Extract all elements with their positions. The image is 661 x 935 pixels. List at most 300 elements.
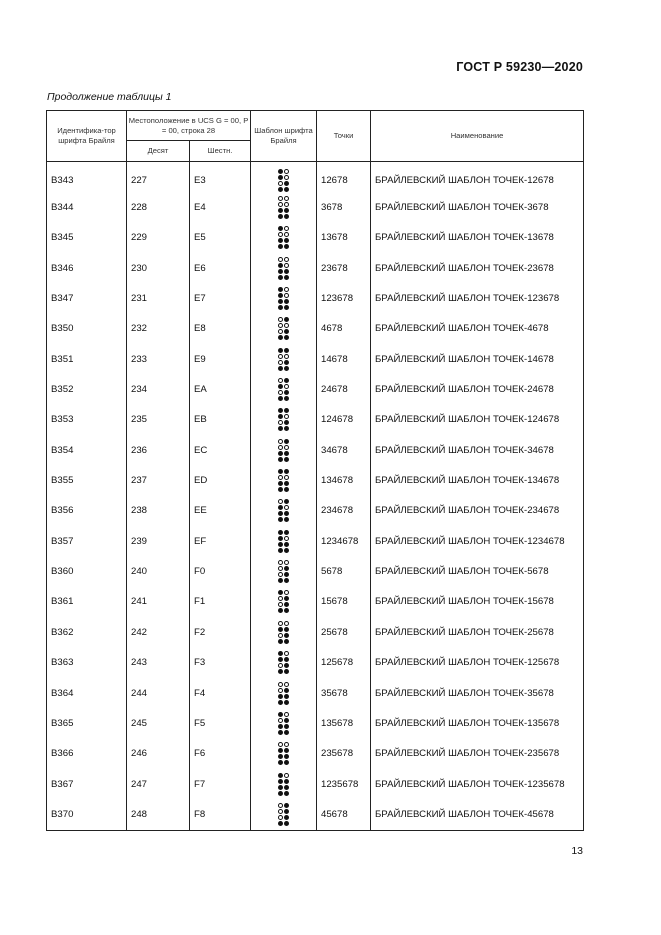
cell-dec: 235 [127, 405, 190, 435]
braille-pattern-icon [251, 648, 317, 678]
braille-pattern-icon [251, 374, 317, 404]
table-row [47, 253, 584, 283]
braille-dot [284, 602, 289, 607]
braille-dot [278, 323, 283, 328]
braille-pattern-icon [251, 708, 317, 738]
cell-name: БРАЙЛЕВСКИЙ ШАБЛОН ТОЧЕК-123678 [371, 283, 584, 313]
braille-pattern-icon [251, 617, 317, 647]
cell-hex: F0 [190, 556, 251, 586]
braille-dot [284, 694, 289, 699]
braille-dot [278, 238, 283, 243]
braille-dot [278, 688, 283, 693]
table-row [47, 769, 584, 799]
cell-dots: 45678 [317, 799, 371, 830]
cell-dots: 1235678 [317, 769, 371, 799]
braille-dot [278, 244, 283, 249]
cell-name: БРАЙЛЕВСКИЙ ШАБЛОН ТОЧЕК-24678 [371, 374, 584, 404]
braille-dot [284, 809, 289, 814]
braille-dot [284, 505, 289, 510]
cell-id: B367 [47, 769, 127, 799]
braille-dot [284, 187, 289, 192]
braille-pattern-icon [251, 799, 317, 830]
braille-dot [278, 712, 283, 717]
cell-name: БРАЙЛЕВСКИЙ ШАБЛОН ТОЧЕК-125678 [371, 648, 584, 678]
cell-hex: EB [190, 405, 251, 435]
cell-dots: 1234678 [317, 526, 371, 556]
braille-dot [278, 815, 283, 820]
cell-id: B355 [47, 465, 127, 495]
braille-pattern-icon [251, 587, 317, 617]
braille-dot [284, 760, 289, 765]
table-header [47, 111, 584, 162]
braille-pattern-icon [251, 405, 317, 435]
cell-dec: 230 [127, 253, 190, 283]
braille-dot [278, 335, 283, 340]
braille-dot [278, 445, 283, 450]
braille-dot [284, 257, 289, 262]
braille-dot [284, 669, 289, 674]
braille-dot [284, 232, 289, 237]
cell-dec: 243 [127, 648, 190, 678]
braille-dot [284, 536, 289, 541]
braille-pattern-icon [251, 769, 317, 799]
table-row [47, 344, 584, 374]
braille-dot [284, 348, 289, 353]
braille-dot [284, 511, 289, 516]
braille-dot [278, 475, 283, 480]
braille-dot [278, 196, 283, 201]
cell-id: B357 [47, 526, 127, 556]
braille-pattern-icon [251, 314, 317, 344]
braille-dot [278, 505, 283, 510]
braille-dot [278, 354, 283, 359]
braille-dot [284, 475, 289, 480]
braille-pattern-icon [251, 739, 317, 769]
table-row [47, 648, 584, 678]
braille-dot [278, 396, 283, 401]
braille-dot [284, 542, 289, 547]
cell-dots: 12678 [317, 162, 371, 193]
braille-dot [278, 187, 283, 192]
braille-dot [278, 414, 283, 419]
cell-id: B347 [47, 283, 127, 313]
braille-dot [278, 633, 283, 638]
braille-dot [278, 263, 283, 268]
braille-dot [284, 748, 289, 753]
braille-dot [284, 390, 289, 395]
cell-dec: 240 [127, 556, 190, 586]
cell-hex: E3 [190, 162, 251, 193]
braille-dot [284, 639, 289, 644]
cell-dots: 13678 [317, 223, 371, 253]
table-row [47, 223, 584, 253]
braille-dot [284, 773, 289, 778]
braille-dot [284, 214, 289, 219]
braille-dot [278, 536, 283, 541]
braille-dot [278, 420, 283, 425]
cell-dec: 231 [127, 283, 190, 313]
cell-dots: 234678 [317, 496, 371, 526]
braille-dot [278, 499, 283, 504]
braille-dot [284, 815, 289, 820]
braille-pattern-icon [251, 465, 317, 495]
braille-dot [284, 408, 289, 413]
braille-dot [284, 299, 289, 304]
cell-name: БРАЙЛЕВСКИЙ ШАБЛОН ТОЧЕК-12678 [371, 162, 584, 193]
braille-dot [284, 590, 289, 595]
page-number: 13 [571, 845, 583, 857]
braille-pattern-icon [251, 496, 317, 526]
header-id: Идентифика-тор шрифта Брайля [47, 111, 127, 162]
cell-hex: F4 [190, 678, 251, 708]
braille-dot [278, 287, 283, 292]
braille-dot [284, 354, 289, 359]
braille-pattern-icon [251, 435, 317, 465]
cell-id: B363 [47, 648, 127, 678]
table-row [47, 526, 584, 556]
header-location: Местоположение в UCS G = 00, P = 00, строка 28 [127, 111, 251, 141]
cell-dots: 15678 [317, 587, 371, 617]
cell-dec: 248 [127, 799, 190, 830]
braille-dot [278, 348, 283, 353]
braille-dot [278, 481, 283, 486]
braille-dot [278, 408, 283, 413]
cell-dec: 227 [127, 162, 190, 193]
braille-dot [278, 590, 283, 595]
cell-name: БРАЙЛЕВСКИЙ ШАБЛОН ТОЧЕК-34678 [371, 435, 584, 465]
braille-dot [284, 548, 289, 553]
braille-pattern-icon [251, 283, 317, 313]
cell-name: БРАЙЛЕВСКИЙ ШАБЛОН ТОЧЕК-235678 [371, 739, 584, 769]
header-hex: Шестн. [190, 141, 251, 162]
braille-dot [284, 596, 289, 601]
braille-dot [278, 596, 283, 601]
table-row [47, 799, 584, 830]
cell-dots: 5678 [317, 556, 371, 586]
cell-id: B344 [47, 192, 127, 222]
cell-id: B356 [47, 496, 127, 526]
braille-dot [284, 420, 289, 425]
table-row [47, 374, 584, 404]
braille-dot [278, 602, 283, 607]
braille-dot [278, 390, 283, 395]
braille-dot [284, 803, 289, 808]
braille-dot [284, 396, 289, 401]
cell-dots: 23678 [317, 253, 371, 283]
braille-dot [284, 688, 289, 693]
braille-dot [284, 608, 289, 613]
cell-name: БРАЙЛЕВСКИЙ ШАБЛОН ТОЧЕК-4678 [371, 314, 584, 344]
braille-dot [284, 169, 289, 174]
braille-dot [284, 530, 289, 535]
braille-dot [284, 718, 289, 723]
header-dots: Точки [317, 111, 371, 162]
braille-pattern-icon [251, 253, 317, 283]
braille-dot [284, 244, 289, 249]
cell-dec: 242 [127, 617, 190, 647]
table-row [47, 739, 584, 769]
cell-dec: 236 [127, 435, 190, 465]
braille-dot [278, 803, 283, 808]
braille-dot [284, 238, 289, 243]
cell-dec: 233 [127, 344, 190, 374]
braille-dot [278, 718, 283, 723]
cell-name: БРАЙЛЕВСКИЙ ШАБЛОН ТОЧЕК-13678 [371, 223, 584, 253]
cell-hex: EA [190, 374, 251, 404]
braille-dot [284, 181, 289, 186]
braille-dot [278, 821, 283, 826]
braille-dot [278, 317, 283, 322]
braille-dot [278, 578, 283, 583]
braille-dot [284, 663, 289, 668]
braille-dot [278, 809, 283, 814]
cell-name: БРАЙЛЕВСКИЙ ШАБЛОН ТОЧЕК-15678 [371, 587, 584, 617]
cell-id: B350 [47, 314, 127, 344]
table-row [47, 192, 584, 222]
braille-dot [278, 657, 283, 662]
braille-dot [278, 682, 283, 687]
braille-dot [278, 214, 283, 219]
braille-dot [278, 208, 283, 213]
cell-dots: 124678 [317, 405, 371, 435]
braille-dot [278, 773, 283, 778]
cell-dec: 241 [127, 587, 190, 617]
braille-dot [284, 779, 289, 784]
braille-dot [278, 627, 283, 632]
braille-dot [278, 299, 283, 304]
cell-id: B361 [47, 587, 127, 617]
braille-dot [284, 517, 289, 522]
braille-dot [284, 445, 289, 450]
cell-id: B360 [47, 556, 127, 586]
braille-dot [278, 639, 283, 644]
braille-dot [284, 712, 289, 717]
braille-dot [284, 791, 289, 796]
cell-name: БРАЙЛЕВСКИЙ ШАБЛОН ТОЧЕК-25678 [371, 617, 584, 647]
braille-dot [284, 384, 289, 389]
braille-dot [284, 323, 289, 328]
cell-dots: 125678 [317, 648, 371, 678]
cell-dec: 237 [127, 465, 190, 495]
cell-dots: 134678 [317, 465, 371, 495]
braille-dot [278, 305, 283, 310]
braille-dot [284, 621, 289, 626]
braille-pattern-icon [251, 223, 317, 253]
braille-dot [278, 651, 283, 656]
cell-dec: 247 [127, 769, 190, 799]
braille-pattern-icon [251, 344, 317, 374]
braille-dot [284, 785, 289, 790]
braille-dot [284, 700, 289, 705]
braille-dot [284, 487, 289, 492]
braille-dot [284, 742, 289, 747]
cell-id: B365 [47, 708, 127, 738]
cell-dec: 228 [127, 192, 190, 222]
braille-dot [284, 560, 289, 565]
braille-dot [278, 548, 283, 553]
cell-hex: ED [190, 465, 251, 495]
cell-name: БРАЙЛЕВСКИЙ ШАБЛОН ТОЧЕК-45678 [371, 799, 584, 830]
braille-dot [278, 275, 283, 280]
cell-hex: F5 [190, 708, 251, 738]
braille-dot [278, 791, 283, 796]
table-caption: Продолжение таблицы 1 [47, 91, 172, 103]
cell-id: B353 [47, 405, 127, 435]
cell-hex: F3 [190, 648, 251, 678]
braille-dot [284, 175, 289, 180]
braille-dot [284, 499, 289, 504]
braille-dot [278, 608, 283, 613]
cell-name: БРАЙЛЕВСКИЙ ШАБЛОН ТОЧЕК-135678 [371, 708, 584, 738]
braille-dot [278, 439, 283, 444]
braille-dot [284, 226, 289, 231]
braille-dot [278, 269, 283, 274]
cell-id: B346 [47, 253, 127, 283]
braille-dot [278, 730, 283, 735]
braille-dot [284, 469, 289, 474]
header-dec: Десят [127, 141, 190, 162]
braille-dot [278, 226, 283, 231]
braille-pattern-icon [251, 678, 317, 708]
braille-dot [278, 293, 283, 298]
braille-dot [278, 451, 283, 456]
table-row [47, 465, 584, 495]
cell-hex: F1 [190, 587, 251, 617]
braille-pattern-icon [251, 526, 317, 556]
braille-dot [278, 257, 283, 262]
braille-dot [278, 232, 283, 237]
cell-hex: E5 [190, 223, 251, 253]
braille-dot [284, 457, 289, 462]
braille-table [46, 110, 584, 831]
cell-hex: EC [190, 435, 251, 465]
braille-dot [284, 196, 289, 201]
braille-dot [284, 378, 289, 383]
cell-hex: E4 [190, 192, 251, 222]
cell-dec: 239 [127, 526, 190, 556]
braille-dot [278, 175, 283, 180]
braille-dot [278, 572, 283, 577]
cell-id: B362 [47, 617, 127, 647]
braille-dot [278, 169, 283, 174]
braille-dot [278, 663, 283, 668]
braille-dot [278, 426, 283, 431]
braille-dot [284, 754, 289, 759]
braille-dot [284, 263, 289, 268]
table-row [47, 405, 584, 435]
table-row [47, 496, 584, 526]
braille-dot [278, 754, 283, 759]
braille-dot [284, 269, 289, 274]
braille-dot [278, 694, 283, 699]
braille-dot [284, 657, 289, 662]
braille-dot [284, 627, 289, 632]
cell-id: B366 [47, 739, 127, 769]
braille-dot [278, 511, 283, 516]
braille-dot [284, 682, 289, 687]
cell-dots: 35678 [317, 678, 371, 708]
braille-dot [278, 202, 283, 207]
cell-id: B370 [47, 799, 127, 830]
table-row [47, 283, 584, 313]
braille-dot [278, 181, 283, 186]
cell-hex: EE [190, 496, 251, 526]
cell-dec: 246 [127, 739, 190, 769]
cell-hex: F2 [190, 617, 251, 647]
cell-hex: E8 [190, 314, 251, 344]
braille-dot [278, 469, 283, 474]
braille-dot [284, 335, 289, 340]
cell-hex: E6 [190, 253, 251, 283]
braille-dot [278, 748, 283, 753]
cell-id: B345 [47, 223, 127, 253]
braille-dot [284, 451, 289, 456]
cell-dec: 238 [127, 496, 190, 526]
braille-dot [284, 287, 289, 292]
braille-dot [278, 378, 283, 383]
braille-dot [284, 360, 289, 365]
cell-id: B343 [47, 162, 127, 193]
cell-name: БРАЙЛЕВСКИЙ ШАБЛОН ТОЧЕК-3678 [371, 192, 584, 222]
cell-name: БРАЙЛЕВСКИЙ ШАБЛОН ТОЧЕК-1235678 [371, 769, 584, 799]
braille-dot [284, 566, 289, 571]
cell-dots: 25678 [317, 617, 371, 647]
braille-dot [278, 700, 283, 705]
braille-dot [284, 724, 289, 729]
braille-dot [284, 414, 289, 419]
cell-name: БРАЙЛЕВСКИЙ ШАБЛОН ТОЧЕК-124678 [371, 405, 584, 435]
cell-hex: E7 [190, 283, 251, 313]
braille-dot [278, 366, 283, 371]
braille-pattern-icon [251, 162, 317, 193]
braille-dot [284, 572, 289, 577]
cell-name: БРАЙЛЕВСКИЙ ШАБЛОН ТОЧЕК-134678 [371, 465, 584, 495]
cell-dots: 235678 [317, 739, 371, 769]
braille-dot [284, 329, 289, 334]
braille-dot [278, 329, 283, 334]
braille-dot [284, 426, 289, 431]
braille-dot [284, 202, 289, 207]
cell-dots: 3678 [317, 192, 371, 222]
braille-dot [284, 633, 289, 638]
table-row [47, 314, 584, 344]
braille-dot [278, 742, 283, 747]
braille-dot [278, 669, 283, 674]
braille-dot [278, 566, 283, 571]
cell-id: B354 [47, 435, 127, 465]
cell-name: БРАЙЛЕВСКИЙ ШАБЛОН ТОЧЕК-5678 [371, 556, 584, 586]
braille-dot [284, 293, 289, 298]
cell-dec: 245 [127, 708, 190, 738]
braille-dot [278, 530, 283, 535]
braille-dot [284, 481, 289, 486]
cell-name: БРАЙЛЕВСКИЙ ШАБЛОН ТОЧЕК-234678 [371, 496, 584, 526]
braille-dot [284, 317, 289, 322]
cell-hex: EF [190, 526, 251, 556]
braille-dot [278, 621, 283, 626]
header-pattern: Шаблон шрифта Брайля [251, 111, 317, 162]
braille-dot [278, 724, 283, 729]
cell-dots: 14678 [317, 344, 371, 374]
braille-dot [284, 366, 289, 371]
cell-hex: F7 [190, 769, 251, 799]
table-row [47, 435, 584, 465]
cell-name: БРАЙЛЕВСКИЙ ШАБЛОН ТОЧЕК-1234678 [371, 526, 584, 556]
cell-dots: 135678 [317, 708, 371, 738]
header-name: Наименование [371, 111, 584, 162]
table-row [47, 587, 584, 617]
cell-dec: 234 [127, 374, 190, 404]
